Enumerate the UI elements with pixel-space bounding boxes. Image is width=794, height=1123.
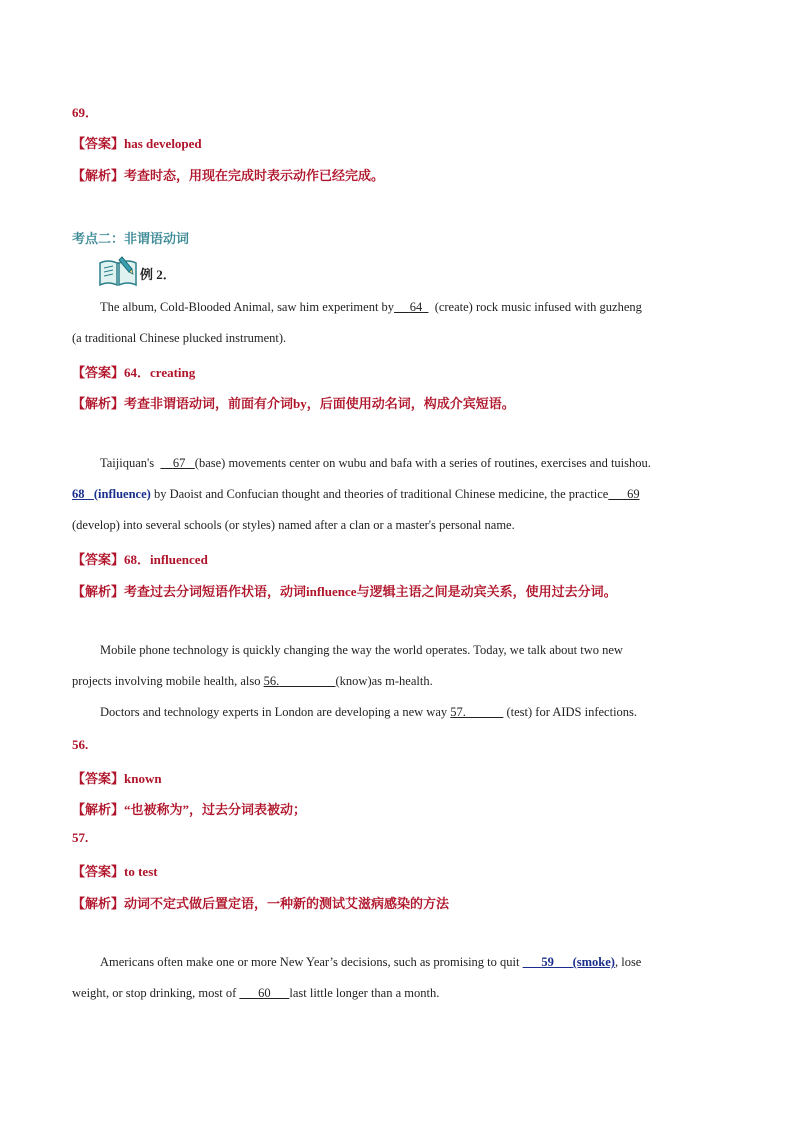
- text-segment: weight, or stop drinking, most of: [72, 986, 240, 1000]
- americans-line-1: [100, 955, 641, 970]
- answer-69: [72, 133, 202, 152]
- answer-text: 64．creating: [124, 365, 196, 380]
- blank-59: [523, 955, 615, 969]
- answer-tag: 【答案】: [72, 864, 125, 879]
- text-segment: Americans often make one or more New Year’s decisions, such as promising to quit: [100, 955, 523, 969]
- blank-number: 64: [409, 300, 423, 314]
- text-segment: (test) for AIDS infections.: [503, 705, 638, 719]
- taiji-line-3: (develop) into several schools (or styles) named after a clan or a master's personal name.: [72, 518, 515, 532]
- text-segment: projects involving mobile health, also: [72, 674, 264, 688]
- answer-56: [72, 768, 162, 787]
- analysis-69: [72, 165, 384, 184]
- analysis-text: 动词不定式做后置定语，一种新的测试艾滋病感染的方法: [124, 896, 450, 911]
- text-segment: (know)as m-health.: [335, 674, 433, 688]
- answer-tag: 【答案】: [72, 365, 125, 380]
- question-number-56: 56.: [72, 737, 89, 752]
- blank-number: 56.: [263, 674, 280, 688]
- text-segment: Taijiquan's: [100, 456, 158, 470]
- americans-line-2: [72, 986, 439, 1001]
- text-segment: by Daoist and Confucian thought and theories of traditional Chinese medicine, the practice: [150, 487, 609, 501]
- blank-number: 68: [72, 487, 85, 501]
- text-segment: , lose: [614, 955, 642, 969]
- analysis-text: “也被称为”，过去分词表被动；: [124, 802, 307, 817]
- blank-number: 59: [541, 955, 554, 969]
- text-segment: Doctors and technology experts in London are developing a new way: [100, 705, 451, 719]
- analysis-text: 考查非谓语动词，前面有介词by，后面使用动名词，构成介宾短语。: [124, 396, 515, 411]
- mobile-line-1: Mobile phone technology is quickly changing the way the world operates. Today, we talk about two new: [100, 643, 623, 657]
- taiji-line-1: [100, 456, 651, 471]
- blank-64: [394, 300, 428, 314]
- analysis-text: 考查过去分词短语作状语，动词influence与逻辑主语之间是动宾关系，使用过去分词。: [124, 584, 617, 599]
- text-segment: (base) movements center on wubu and bafa with a series of routines, exercises and tuishou.: [194, 456, 651, 470]
- example-label: 例 2．: [140, 267, 176, 282]
- answer-57: [72, 861, 158, 880]
- answer-text: 68．influenced: [124, 552, 208, 567]
- mobile-line-2: [72, 674, 433, 689]
- analysis-text: 考查时态，用现在完成时表示动作已经完成。: [124, 168, 385, 183]
- analysis-tag: 【解析】: [72, 584, 125, 599]
- taiji-line-2: [72, 487, 640, 502]
- analysis-tag: 【解析】: [72, 896, 125, 911]
- blank-number: 60: [258, 986, 271, 1000]
- analysis-tag: 【解析】: [72, 168, 125, 183]
- answer-tag: 【答案】: [72, 552, 125, 567]
- analysis-57: [72, 893, 449, 912]
- hint-word: (influence): [93, 487, 151, 501]
- blank-number: 57.: [450, 705, 466, 719]
- analysis-tag: 【解析】: [72, 802, 125, 817]
- text-segment: (create) rock music infused with guzheng: [431, 300, 642, 314]
- analysis-64: [72, 393, 515, 412]
- text-segment: last little longer than a month.: [289, 986, 440, 1000]
- blank-67: [160, 456, 194, 470]
- mobile-line-3: [100, 705, 637, 720]
- example-2-line-1: [100, 300, 642, 315]
- section-title: 考点二：非谓语动词: [72, 232, 190, 247]
- hint-word: (smoke): [572, 955, 615, 969]
- question-number-69: 69．: [72, 105, 99, 120]
- book-pencil-icon: [98, 255, 138, 287]
- blank-number: 69: [627, 487, 640, 501]
- analysis-tag: 【解析】: [72, 396, 125, 411]
- blank-56: [264, 674, 336, 688]
- blank-69: [608, 487, 639, 501]
- analysis-68: [72, 581, 617, 600]
- answer-text: known: [124, 771, 162, 786]
- blank-60: [239, 986, 289, 1000]
- blank-68: [72, 487, 94, 501]
- example-2-line-2: (a traditional Chinese plucked instrument).: [72, 331, 287, 345]
- answer-text: to test: [124, 864, 158, 879]
- text-segment: The album, Cold-Blooded Animal, saw him experiment by: [100, 300, 395, 314]
- answer-tag: 【答案】: [72, 136, 125, 151]
- blank-number: 67: [172, 456, 186, 470]
- analysis-56: [72, 799, 306, 818]
- blank-57: [450, 705, 503, 719]
- question-number-57: 57.: [72, 830, 89, 845]
- answer-68: [72, 549, 208, 568]
- answer-tag: 【答案】: [72, 771, 125, 786]
- answer-64: [72, 362, 195, 381]
- answer-text: has developed: [124, 136, 202, 151]
